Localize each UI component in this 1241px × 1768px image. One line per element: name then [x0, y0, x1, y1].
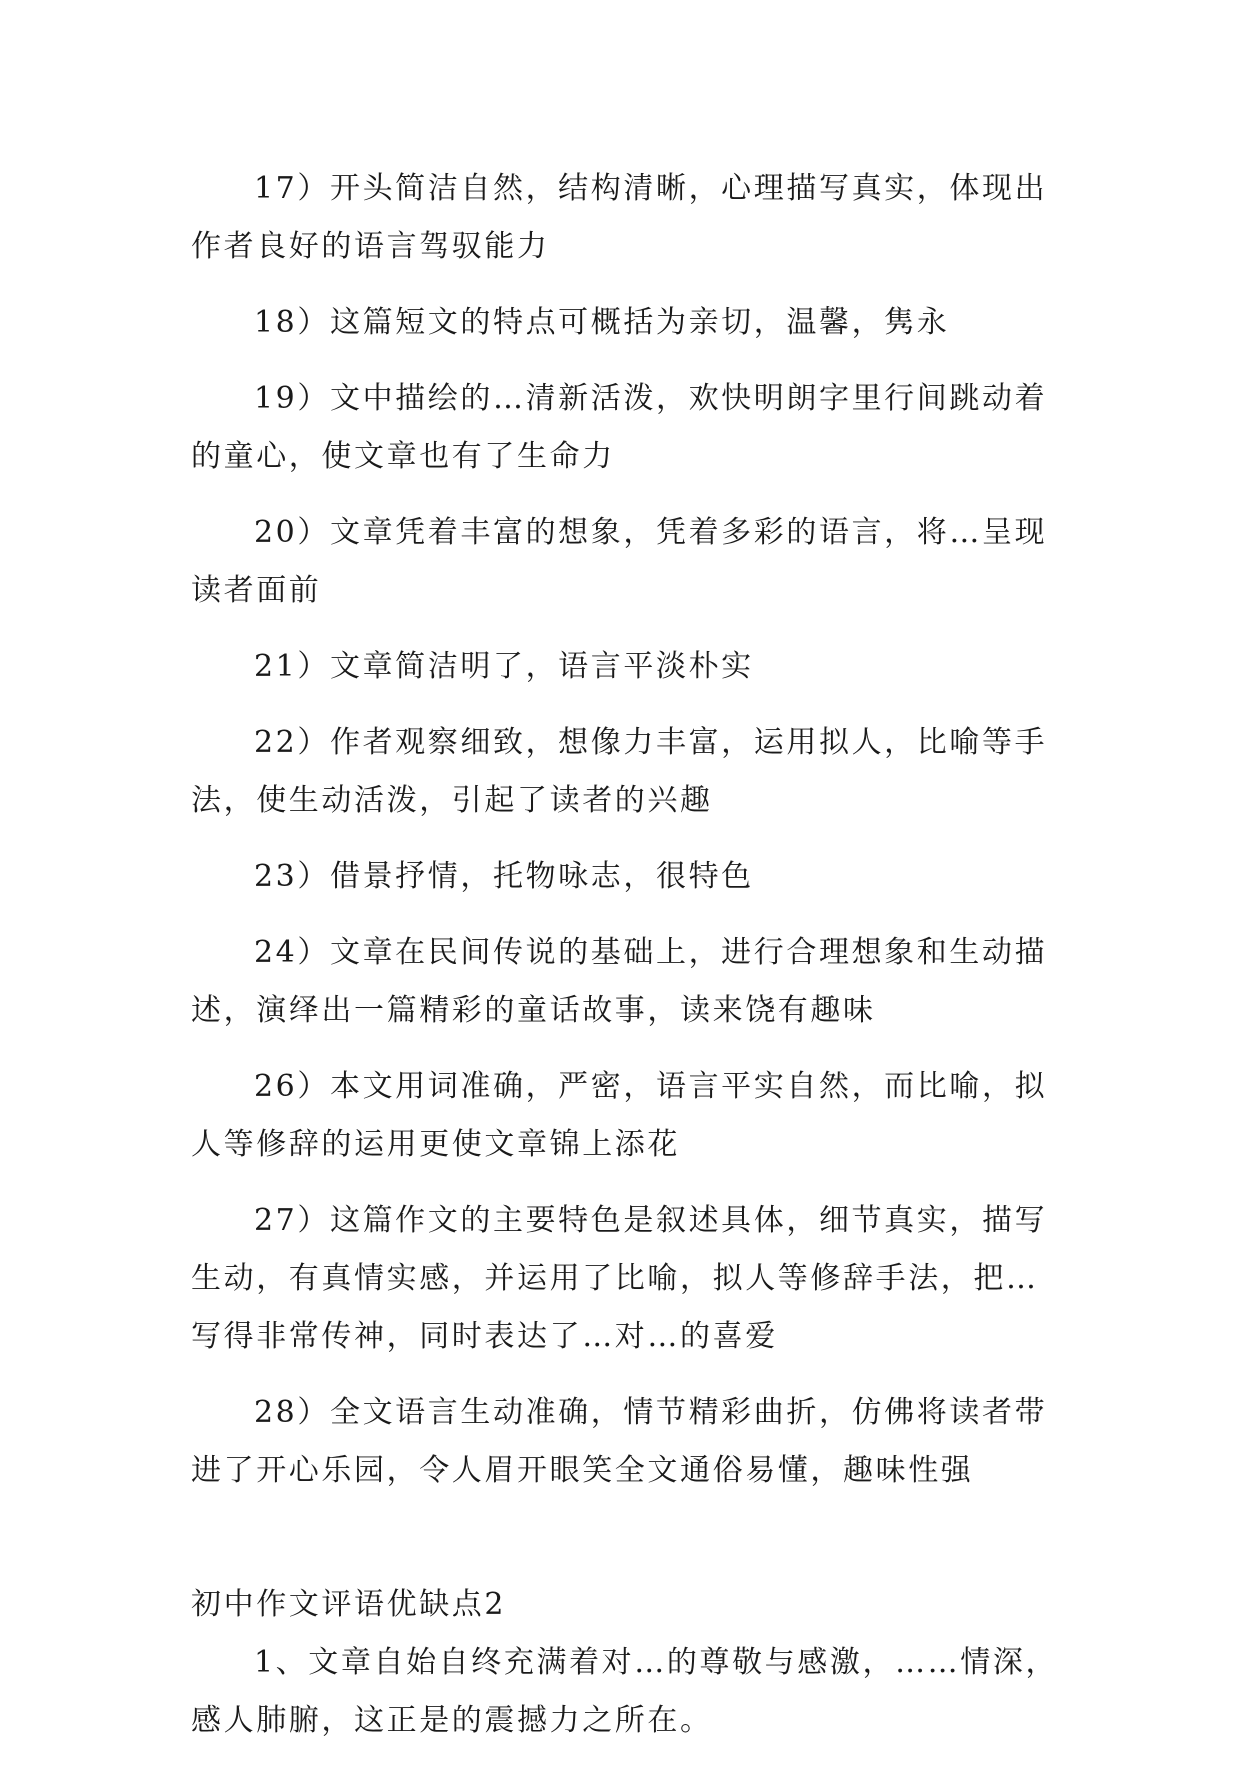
section-heading: 初中作文评语优缺点2: [191, 1587, 507, 1622]
section2-comment-item-1: 1、文章自始自终充满着对…的尊敬与感激，……情深，感人肺腑，这正是的震撼力之所在。: [191, 1645, 1059, 1738]
comment-item-27: 27）这篇作文的主要特色是叙述具体，细节真实，描写生动，有真情实感，并运用了比喻，拟人等修辞手法，把…写得非常传神，同时表达了…对…的喜爱: [191, 1203, 1048, 1354]
comment-item-17: 17）开头简洁自然，结构清晰，心理描写真实，体现出作者良好的语言驾驭能力: [191, 171, 1048, 264]
comment-item-28: 28）全文语言生动准确，情节精彩曲折，仿佛将读者带进了开心乐园，令人眉开眼笑全文通俗易懂，趣味性强: [191, 1395, 1048, 1488]
document-body: [191, 160, 1071, 1768]
comment-item-18: 18）这篇短文的特点可概括为亲切，温馨，隽永: [254, 305, 950, 340]
comment-item-26: 26）本文用词准确，严密，语言平实自然，而比喻，拟人等修辞的运用更使文章锦上添花: [191, 1069, 1048, 1162]
comment-item-19: 19）文中描绘的…清新活泼，欢快明朗字里行间跳动着的童心，使文章也有了生命力: [191, 381, 1048, 474]
comment-item-21: 21）文章简洁明了，语言平淡朴实: [254, 649, 754, 684]
comment-item-23: 23）借景抒情，托物咏志，很特色: [254, 859, 754, 894]
comment-item-24: 24）文章在民间传说的基础上，进行合理想象和生动描述，演绎出一篇精彩的童话故事，读来饶有趣味: [191, 935, 1048, 1028]
comment-item-20: 20）文章凭着丰富的想象，凭着多彩的语言，将…呈现读者面前: [191, 515, 1048, 608]
comment-item-22: 22）作者观察细致，想像力丰富，运用拟人，比喻等手法，使生动活泼，引起了读者的兴趣: [191, 725, 1048, 818]
section-spacer: [191, 1500, 1071, 1576]
